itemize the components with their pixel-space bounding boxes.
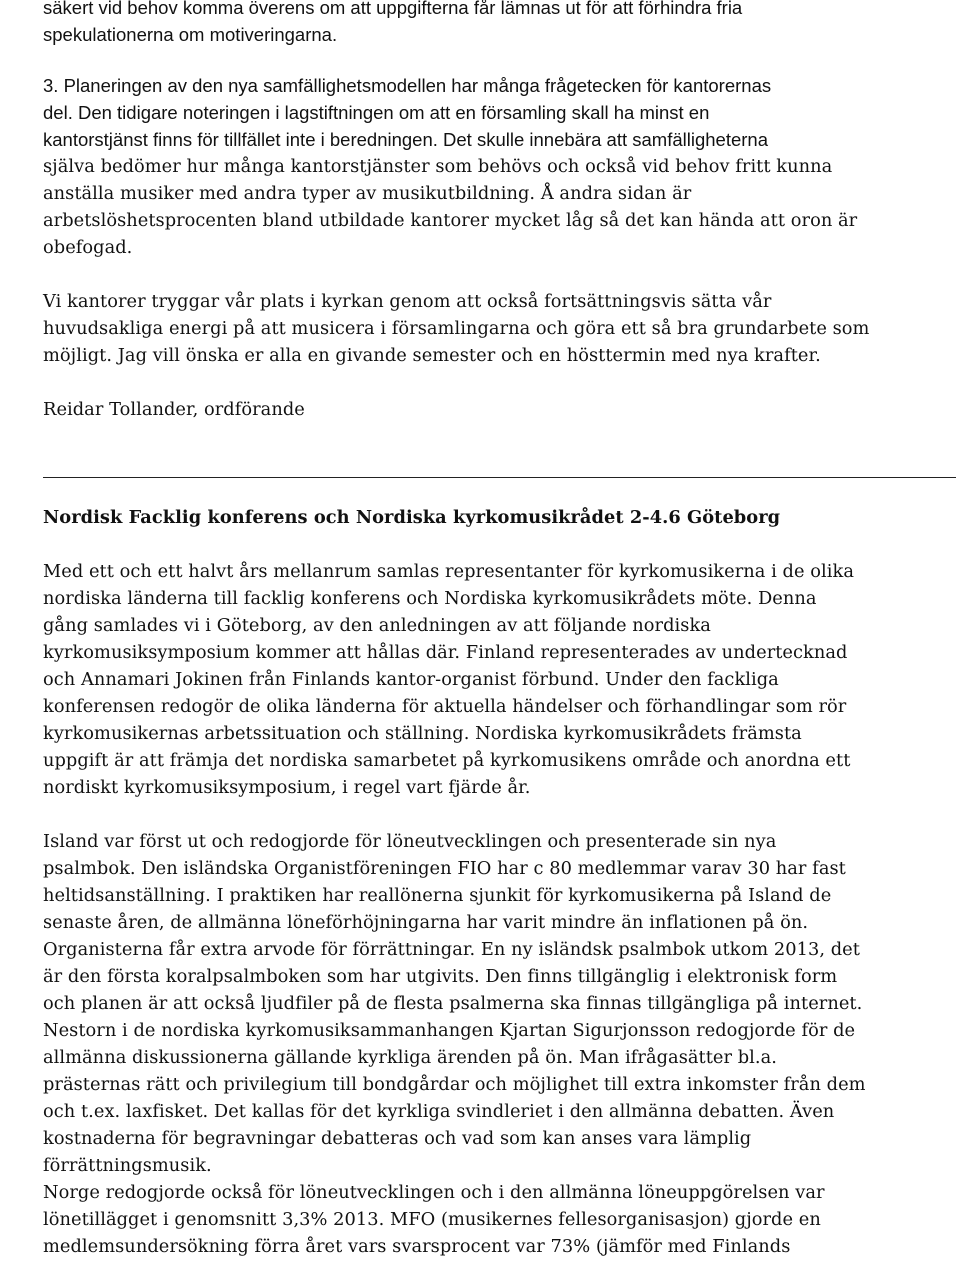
text-line: kyrkomusikernas arbetssituation och ställning. Nordiska kyrkomusikrådets främsta [43,723,802,744]
text-line: nordiskt kyrkomusiksymposium, i regel vart fjärde år. [43,777,531,798]
text-line: kostnaderna för begravningar debatteras och vad som kan anses vara lämplig [43,1128,752,1149]
text-line: möjligt. Jag vill önska er alla en givande semester och en hösttermin med nya krafter. [43,345,821,366]
text-line: allmänna diskussionerna gällande kyrkliga ärenden på ön. Man ifrågasätter bl.a. [43,1047,777,1068]
text-line: heltidsanställning. I praktiken har reallönerna sjunkit för kyrkomusikerna på Island de [43,885,832,906]
text-line: Vi kantorer tryggar vår plats i kyrkan genom att också fortsättningsvis sätta vår [43,291,772,312]
text-line: senaste åren, de allmänna löneförhöjningarna har varit mindre än inflationen på ön. [43,912,809,933]
text-line: uppgift är att främja det nordiska samarbetet på kyrkomusikens område och anordna ett [43,750,851,771]
text-line: konferensen redogör de olika länderna för aktuella händelser och förhandlingar som rör [43,696,847,717]
text-line: huvudsakliga energi på att musicera i församlingarna och göra ett så bra grundarbete som [43,318,870,339]
text-line: förrättningsmusik. [43,1155,212,1176]
text-line: Reidar Tollander, ordförande [43,399,305,420]
text-line: spekulationerna om motiveringarna. [43,24,338,45]
text-line: arbetslöshetsprocenten bland utbildade kantorer mycket låg så det kan hända att oron är [43,210,858,231]
text-line: anställa musiker med andra typer av musikutbildning. Å andra sidan är [43,183,692,204]
text-line: prästernas rätt och privilegium till bondgårdar och möjlighet till extra inkomster från dem [43,1074,866,1095]
text-line: psalmbok. Den isländska Organistföreningen FIO har c 80 medlemmar varav 30 har fast [43,858,846,879]
text-line: Nestorn i de nordiska kyrkomusiksammanhangen Kjartan Sigurjonsson redogjorde för de [43,1020,856,1041]
section-divider [43,477,956,478]
text-line: själva bedömer hur många kantorstjänster som behövs och också vid behov fritt kunna [43,156,833,177]
text-line: kantorstjänst finns för tillfället inte i beredningen. Det skulle innebära att samfälligheterna [43,129,768,150]
text-line: säkert vid behov komma överens om att uppgifterna får lämnas ut för att förhindra fria [43,0,743,18]
text-line: Organisterna får extra arvode för förrättningar. En ny isländsk psalmbok utkom 2013, det [43,939,860,960]
text-line: del. Den tidigare noteringen i lagstiftningen om att en församling skall ha minst en [43,102,710,123]
text-line: Med ett och ett halvt års mellanrum samlas representanter för kyrkomusikerna i de olika [43,561,854,582]
text-line: lönetillägget i genomsnitt 3,3% 2013. MFO (musikernes fellesorganisasjon) gjorde en [43,1209,821,1230]
text-line: och t.ex. laxfisket. Det kallas för det kyrkliga svindleriet i den allmänna debatten. Även [43,1101,835,1122]
text-line: Island var först ut och redogjorde för löneutvecklingen och presenterade sin nya [43,831,777,852]
text-line: nordiska länderna till facklig konferens och Nordiska kyrkomusikrådets möte. Denna [43,588,817,609]
text-line: obefogad. [43,237,133,258]
section-heading: Nordisk Facklig konferens och Nordiska kyrkomusikrådet 2-4.6 Göteborg [43,507,781,528]
text-line: är den första koralpsalmboken som har utgivits. Den finns tillgänglig i elektronisk form [43,966,838,987]
text-line: Norge redogjorde också för löneutvecklingen och i den allmänna löneuppgörelsen var [43,1182,825,1203]
text-line: kyrkomusiksymposium kommer att hållas där. Finland representerades av undertecknad [43,642,848,663]
text-line: gång samlades vi i Göteborg, av den anledningen av att följande nordiska [43,615,711,636]
text-line: och Annamari Jokinen från Finlands kantor-organist förbund. Under den fackliga [43,669,779,690]
text-line: 3. Planeringen av den nya samfällighetsmodellen har många frågetecken för kantorernas [43,75,772,96]
text-line: och planen är att också ljudfiler på de flesta psalmerna ska finnas tillgängliga på internet. [43,993,863,1014]
text-line: medlemsundersökning förra året vars svarsprocent var 73% (jämför med Finlands [43,1236,791,1257]
